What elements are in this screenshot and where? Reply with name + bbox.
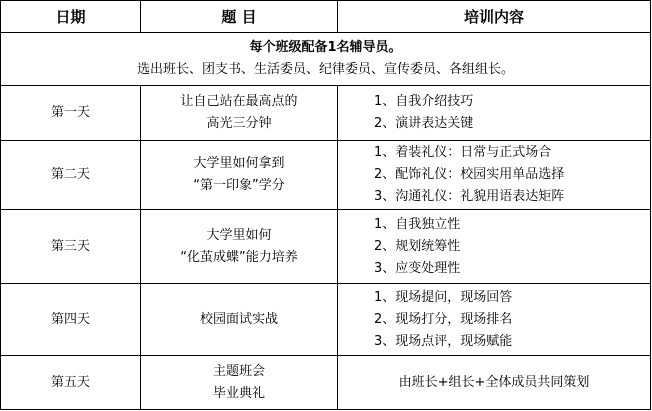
topic-line: “第一印象”学分 [193,178,285,193]
table-row [1,141,651,210]
content-cell [338,284,651,356]
header-date: 日期 [1,1,141,33]
day-cell: 第四天 [1,284,141,356]
content-cell [338,210,651,284]
header-row [1,1,651,33]
table-row [1,210,651,284]
content-item: 1、现场提问，现场回答 [374,289,513,305]
content-item: 2、规划统筹性 [374,238,461,254]
content-cell: 由班长+组长+全体成员共同策划 [338,356,651,410]
topic-line: 主题班会 [212,363,265,379]
topic-line: 大学里如何 [206,227,272,243]
header-topic: 题 目 [141,1,338,33]
notice-line-2: 选出班长、团支书、生活委员、纪律委员、宣传委员、各组组长。 [136,62,514,77]
content-cell [338,141,651,210]
content-item: 2、演讲表达关键 [374,116,474,131]
day-cell: 第二天 [1,141,141,210]
notice-row [1,33,651,86]
day-cell: 第一天 [1,86,141,141]
notice-line-1: 每个班级配备1名辅导员。 [249,40,402,55]
topic-cell [141,284,338,356]
notice-cell [1,33,651,86]
content-item: 1、自我独立性 [374,216,461,232]
topic-cell [141,86,338,141]
topic-cell [141,356,338,410]
topic-line: 让自己站在最高点的 [180,94,298,109]
topic-line: 高光三分钟 [206,116,272,131]
topic-line: 毕业典礼 [212,385,265,401]
table-row [1,356,651,410]
table-row [1,284,651,356]
topic-line: “化茧成蝶”能力培养 [180,249,298,265]
content-item: 3、现场点评，现场赋能 [374,333,513,349]
content-item: 3、应变处理性 [374,260,461,276]
content-item: 1、自我介绍技巧 [374,94,474,109]
day-cell: 第三天 [1,210,141,284]
topic-cell [141,210,338,284]
topic-line: 大学里如何拿到 [193,156,285,171]
content-item: 2、现场打分，现场排名 [374,311,513,327]
table-row [1,86,651,141]
content-cell [338,86,651,141]
content-item: 3、沟通礼仪：礼貌用语表达矩阵 [374,189,565,204]
content-item: 1、着装礼仪：日常与正式场合 [374,145,552,160]
topic-line: 校园面试实战 [199,311,278,327]
content-item: 2、配饰礼仪：校园实用单品选择 [374,167,565,182]
topic-cell [141,141,338,210]
header-content: 培训内容 [338,1,651,33]
day-cell: 第五天 [1,356,141,410]
